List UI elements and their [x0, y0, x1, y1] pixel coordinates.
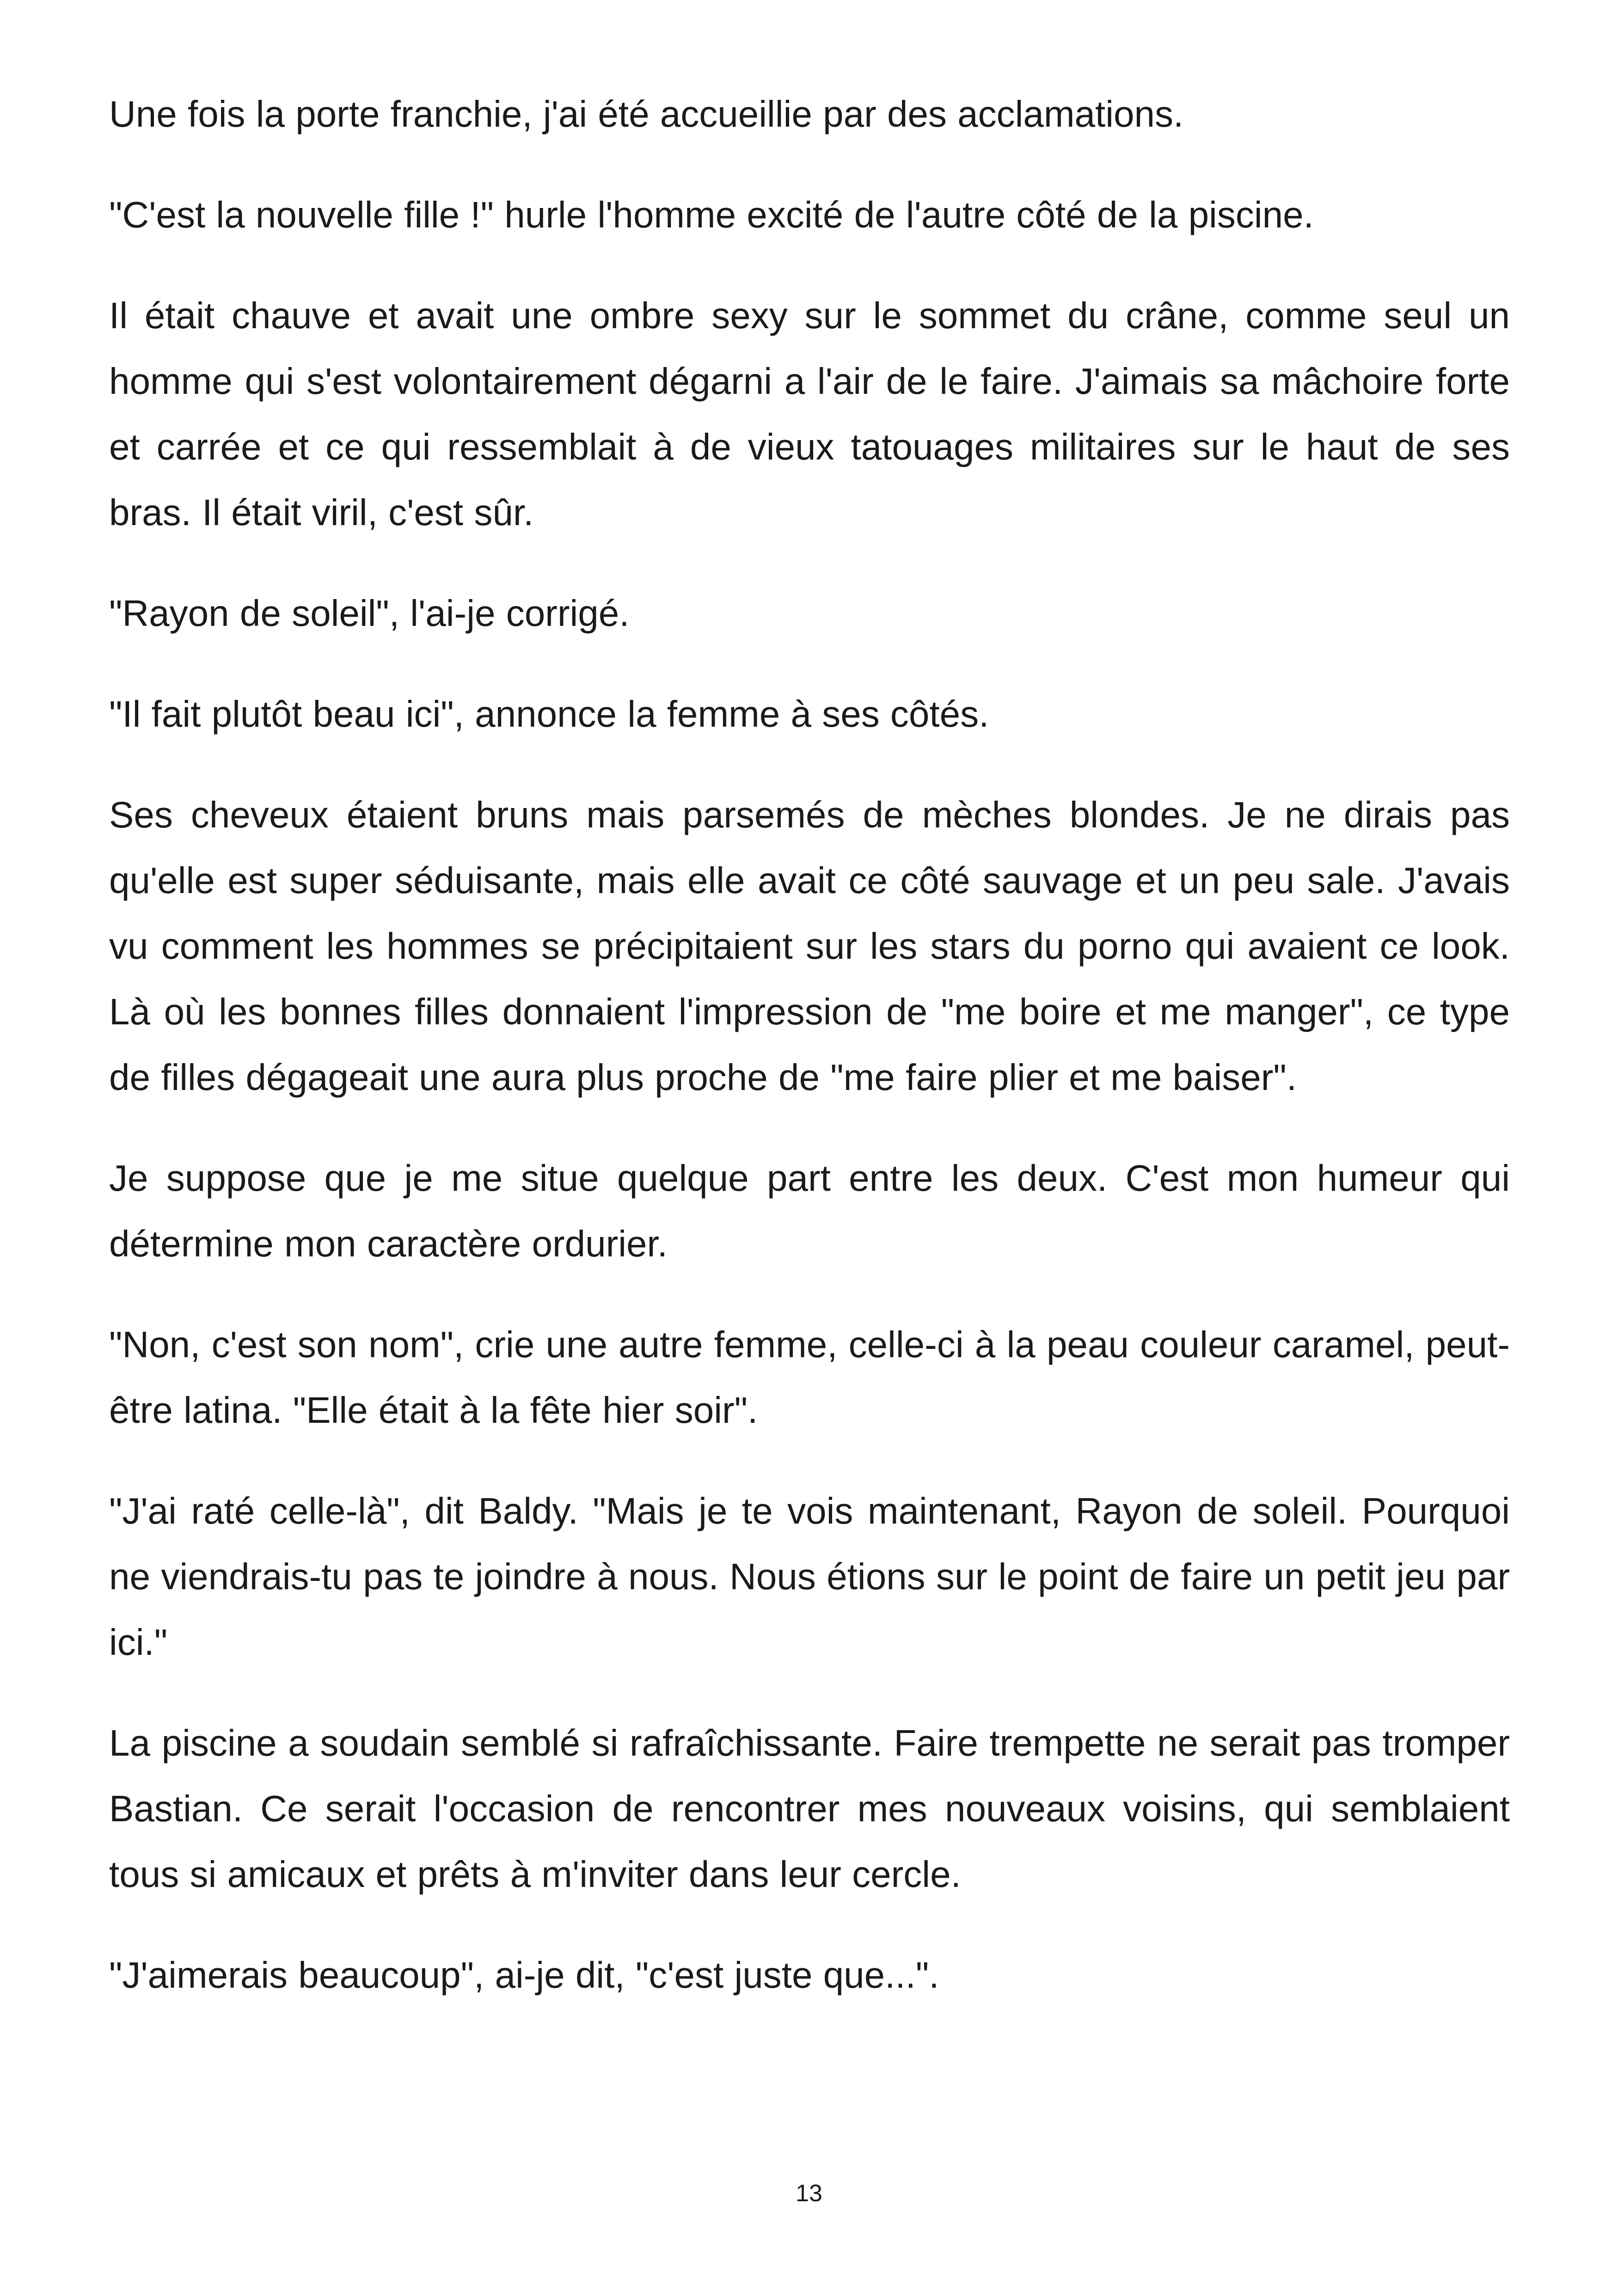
paragraph: "J'aimerais beaucoup", ai-je dit, "c'est juste que...". [109, 1954, 939, 1996]
paragraph: "C'est la nouvelle fille !" hurle l'homme excité de l'autre côté de la piscine. [109, 194, 1314, 235]
paragraph: "J'ai raté celle-là", dit Baldy. "Mais je te vois maintenant, Rayon de soleil. Pourquoi ne viendrais-tu pas te joindre à nous. Nous étions sur le point de faire un petit jeu par ici." [109, 1490, 1510, 1663]
paragraph: La piscine a soudain semblé si rafraîchissante. Faire trempette ne serait pas tromper Bastian. Ce serait l'occasion de rencontrer mes nouveaux voisins, qui semblaient tous si amicaux et prêts à m'inviter dans leur cercle. [109, 1722, 1510, 1895]
paragraph: "Rayon de soleil", l'ai-je corrigé. [109, 593, 630, 634]
paragraph: "Non, c'est son nom", crie une autre femme, celle-ci à la peau couleur caramel, peut-être latina. "Elle était à la fête hier soir". [109, 1324, 1510, 1431]
paragraph: "Il fait plutôt beau ici", annonce la femme à ses côtés. [109, 693, 989, 735]
body-text [109, 81, 1510, 2043]
paragraph: Une fois la porte franchie, j'ai été accueillie par des acclamations. [109, 93, 1184, 135]
paragraph: Ses cheveux étaient bruns mais parsemés de mèches blondes. Je ne dirais pas qu'elle est super séduisante, mais elle avait ce côté sauvage et un peu sale. J'avais vu comment les hommes se précipitaient sur les stars du porno qui avaient ce look. Là où les bonnes filles donnaient l'impression de "me boire et me manger", ce type de filles dégageait une aura plus proche de "me faire plier et me baiser". [109, 794, 1510, 1098]
paragraph: Je suppose que je me situe quelque part entre les deux. C'est mon humeur qui détermine mon caractère ordurier. [109, 1157, 1510, 1264]
page-number: 13 [796, 2180, 822, 2207]
paragraph: Il était chauve et avait une ombre sexy sur le sommet du crâne, comme seul un homme qui s'est volontairement dégarni a l'air de le faire. J'aimais sa mâchoire forte et carrée et ce qui ressemblait à de vieux tatouages militaires sur le haut de ses bras. Il était viril, c'est sûr. [109, 295, 1510, 533]
